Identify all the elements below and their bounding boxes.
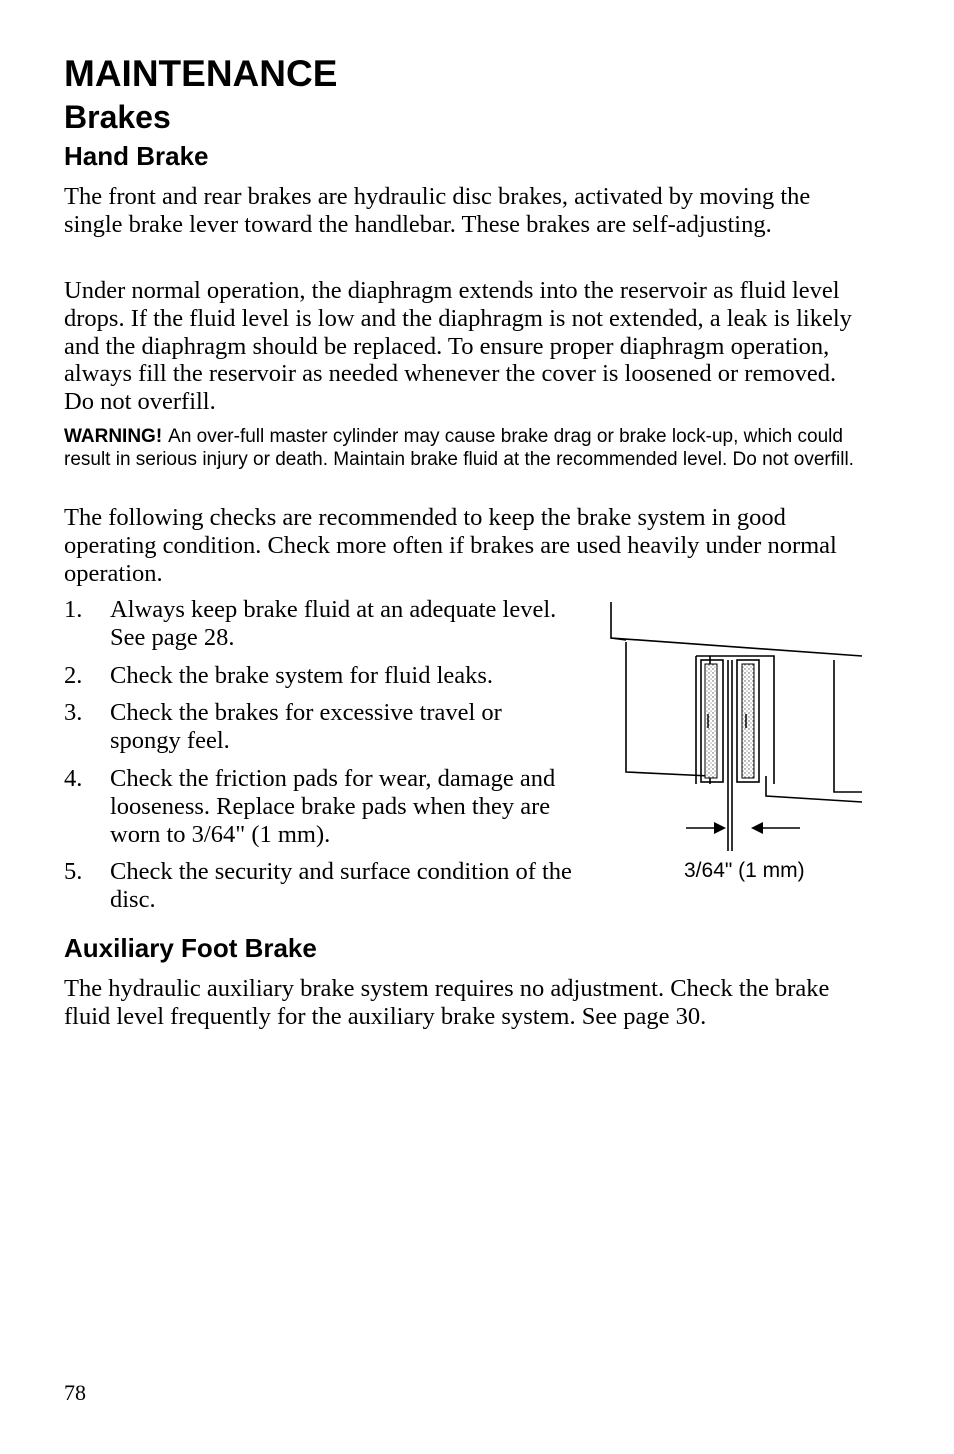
list-item-number: 4. bbox=[64, 764, 83, 792]
hand-brake-paragraph-1: The front and rear brakes are hydraulic disc brakes, activated by moving the single brake lever toward the handlebar. These brakes are self-adjusting. bbox=[64, 183, 811, 238]
figure-caption: 3/64" (1 mm) bbox=[684, 859, 805, 882]
list-item bbox=[64, 765, 574, 848]
list-item bbox=[64, 662, 574, 690]
list-item-number: 5. bbox=[64, 858, 83, 886]
list-item bbox=[64, 858, 574, 914]
list-item bbox=[64, 596, 574, 652]
list-item bbox=[64, 699, 574, 755]
warning-label: WARNING! bbox=[64, 426, 163, 447]
auxiliary-foot-brake-paragraph: The hydraulic auxiliary brake system requires no adjustment. Check the brake fluid level frequently for the auxiliary brake system. See page 30. bbox=[64, 975, 830, 1030]
hand-brake-paragraph-3: The following checks are recommended to keep the brake system in good operating condition. Check more often if brakes are used heavily under normal operation. bbox=[64, 504, 837, 587]
list-item-number: 3. bbox=[64, 699, 83, 727]
hand-brake-paragraph-2: Under normal operation, the diaphragm extends into the reservoir as fluid level drops. If the fluid level is low and the diaphragm is not extended, a leak is likely and the diaphragm should be replaced. To ensure proper diaphragm operation, always fill the reservoir as needed whenever the cover is loosened or removed. Do not overfill. bbox=[64, 277, 852, 416]
brake-pad-wear-diagram bbox=[600, 596, 870, 896]
list-item-text: Check the brake system for fluid leaks. bbox=[110, 661, 494, 689]
brake-checks-list bbox=[64, 596, 574, 924]
list-item-number: 1. bbox=[64, 596, 83, 623]
list-item-text: Always keep brake fluid at an adequate level. See page 28. bbox=[110, 596, 557, 651]
page-number: 78 bbox=[64, 1380, 86, 1405]
list-item-text: Check the friction pads for wear, damage and looseness. Replace brake pads when they are worn to 3/64" (1 mm). bbox=[110, 764, 556, 848]
warning-text: An over-full master cylinder may cause brake drag or brake lock-up, which could result in serious injury or death. Maintain brake fluid at the recommended level. Do not overfill. bbox=[64, 426, 854, 470]
list-item-text: Check the brakes for excessive travel or spongy feel. bbox=[110, 699, 502, 755]
list-item-text: Check the security and surface condition of the disc. bbox=[110, 858, 572, 914]
section-title: MAINTENANCE bbox=[64, 53, 338, 94]
auxiliary-foot-brake-heading: Auxiliary Foot Brake bbox=[64, 933, 317, 963]
warning-notice bbox=[64, 425, 864, 471]
hand-brake-heading: Hand Brake bbox=[64, 141, 209, 171]
list-item-number: 2. bbox=[64, 661, 83, 689]
subsection-title: Brakes bbox=[64, 99, 171, 135]
